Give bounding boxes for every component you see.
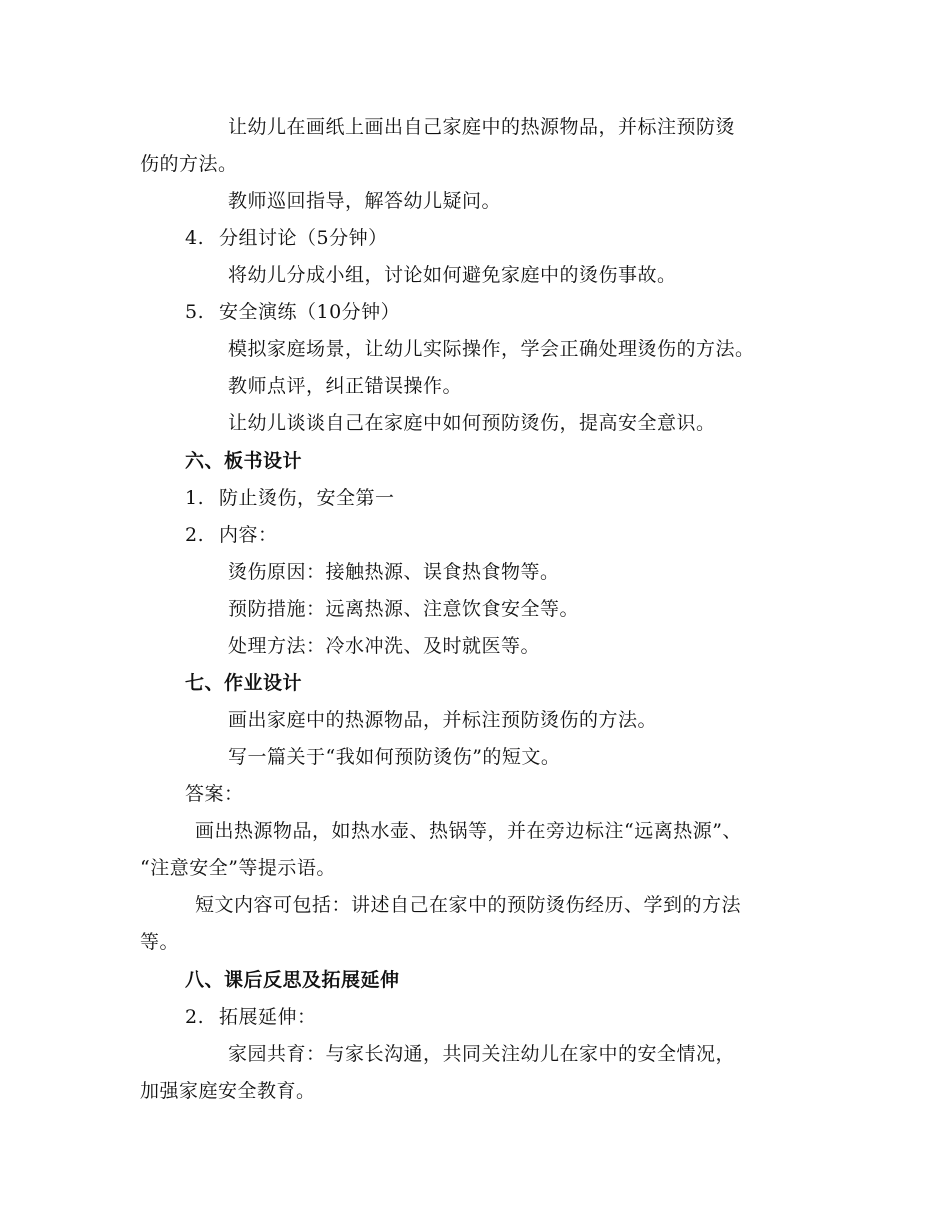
list-item-group-discussion (185, 226, 388, 250)
section-heading-homework: 七、作业设计 (185, 672, 303, 694)
answer-1-line1: 画出热源物品，如热水壶、热锅等，并在旁边标注“远离热源”、 (195, 820, 742, 842)
extension-body-line1: 家园共育：与家长沟通，共同关注幼儿在家中的安全情况， (228, 1043, 736, 1065)
paragraph-drawing-task-line1: 让幼儿在画纸上画出自己家庭中的热源物品，并标注预防烫 (228, 116, 736, 138)
list-item-safety-drill (185, 300, 400, 324)
homework-item-2: 写一篇关于“我如何预防烫伤”的短文。 (228, 746, 561, 768)
paragraph-drawing-task-line2: 伤的方法。 (140, 153, 238, 175)
list-number: 5. (185, 301, 205, 323)
content-burn-causes: 烫伤原因：接触热源、误食热食物等。 (228, 561, 560, 583)
list-item-text: 分组讨论（5分钟） (219, 227, 388, 249)
list-number: 4. (185, 227, 205, 249)
list-item-text: 安全演练（10分钟） (219, 301, 401, 323)
answer-2-line1: 短文内容可包括：讲述自己在家中的预防烫伤经历、学到的方法 (195, 894, 742, 916)
list-number: 2. (185, 1006, 205, 1028)
list-item-board-title (185, 486, 395, 510)
section-heading-board-design: 六、板书设计 (185, 450, 303, 472)
paragraph-group-discussion: 将幼儿分成小组，讨论如何避免家庭中的烫伤事故。 (228, 264, 677, 286)
list-item-text: 内容： (219, 524, 278, 546)
paragraph-teacher-guidance: 教师巡回指导，解答幼儿疑问。 (228, 190, 502, 212)
paragraph-safety-drill-2: 教师点评，纠正错误操作。 (228, 375, 463, 397)
list-item-text: 防止烫伤，安全第一 (219, 487, 395, 509)
answer-2-line2: 等。 (140, 931, 180, 953)
list-item-text: 拓展延伸： (219, 1006, 317, 1028)
section-heading-reflection: 八、课后反思及拓展延伸 (185, 969, 400, 991)
paragraph-safety-drill-1: 模拟家庭场景，让幼儿实际操作，学会正确处理烫伤的方法。 (228, 338, 755, 360)
list-item-extension (185, 1005, 317, 1029)
list-number: 2. (185, 524, 205, 546)
list-item-board-content (185, 523, 278, 547)
paragraph-safety-drill-3: 让幼儿谈谈自己在家庭中如何预防烫伤，提高安全意识。 (228, 412, 716, 434)
content-treatment-methods: 处理方法：冷水冲洗、及时就医等。 (228, 635, 541, 657)
list-number: 1. (185, 487, 205, 509)
content-prevention-measures: 预防措施：远离热源、注意饮食安全等。 (228, 598, 580, 620)
answer-label: 答案： (185, 783, 244, 805)
answer-1-line2: “注意安全”等提示语。 (140, 857, 336, 879)
extension-body-line2: 加强家庭安全教育。 (140, 1080, 316, 1102)
homework-item-1: 画出家庭中的热源物品，并标注预防烫伤的方法。 (228, 709, 658, 731)
